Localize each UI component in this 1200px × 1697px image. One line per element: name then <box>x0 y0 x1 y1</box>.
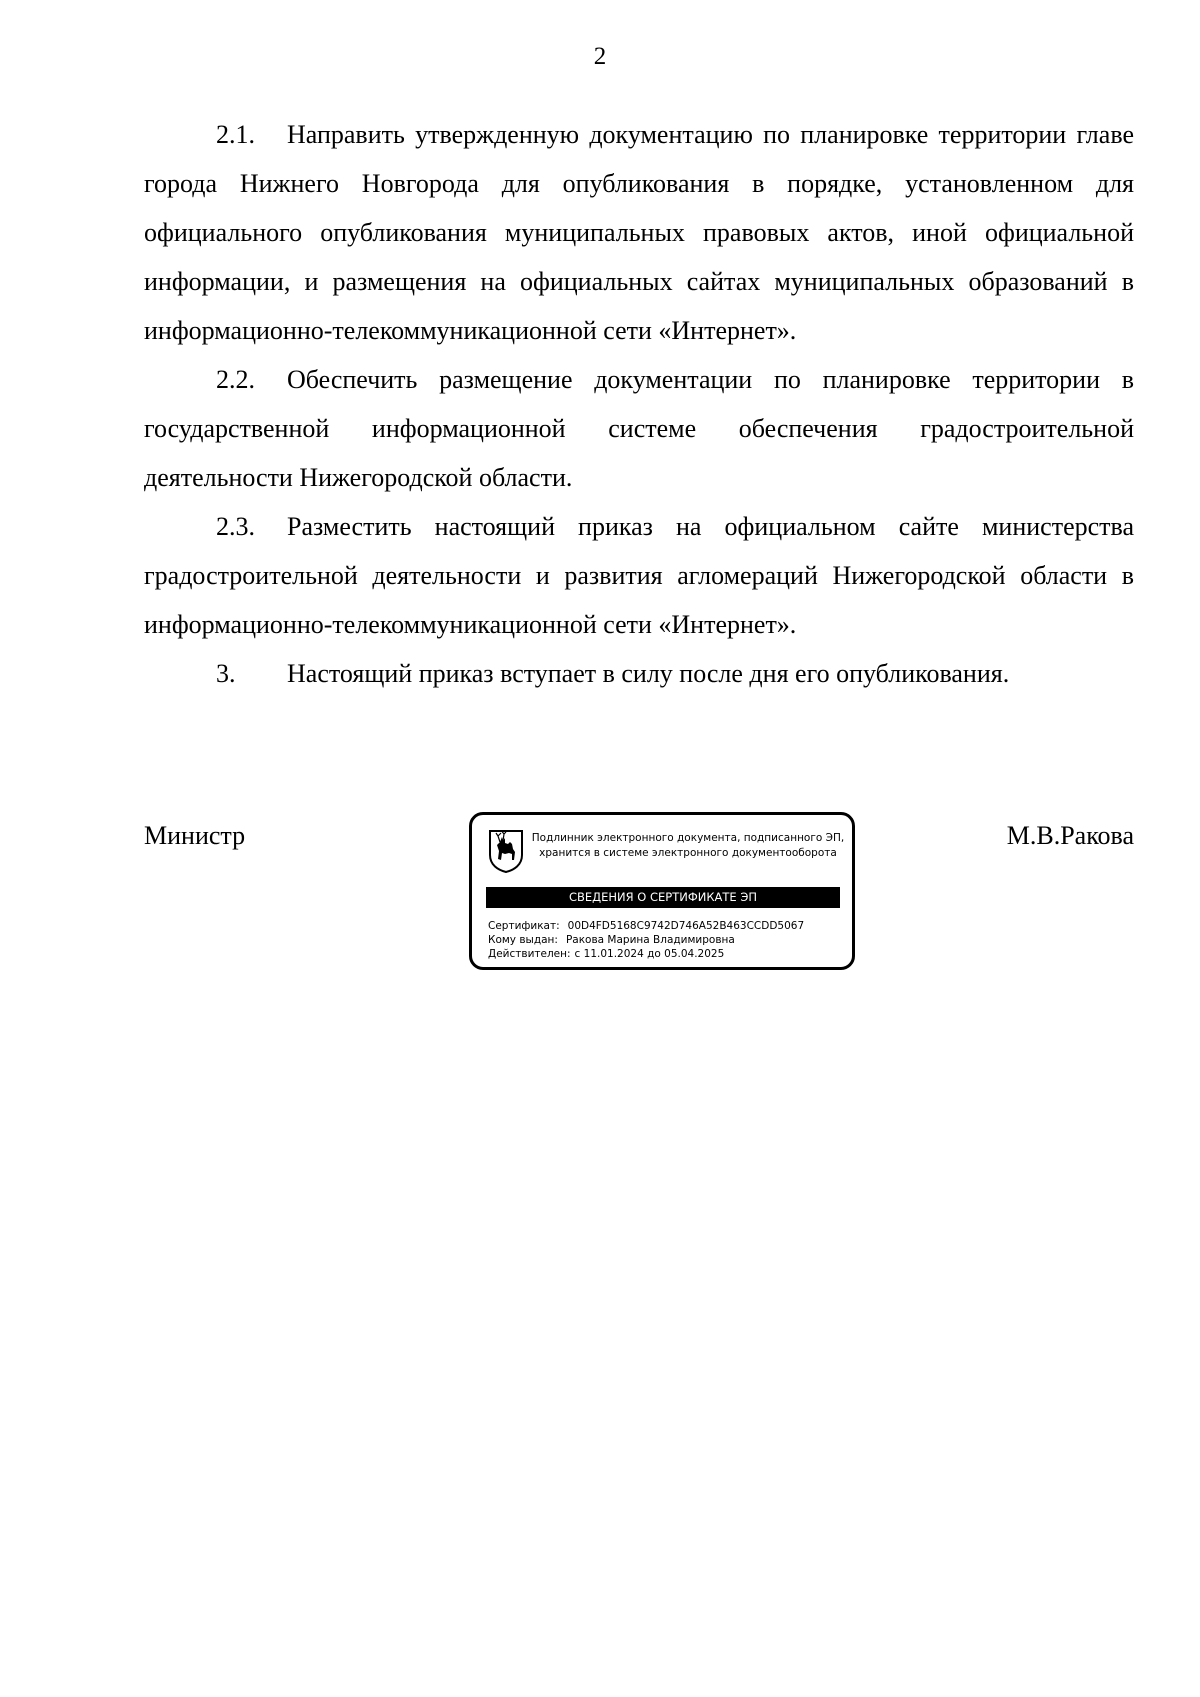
validity-label: Действителен: <box>488 948 571 960</box>
certificate-value: 00D4FD5168C9742D746A52B463CCDD5067 <box>567 920 805 932</box>
paragraph-number: 3. <box>216 659 236 688</box>
certificate-details <box>488 919 848 961</box>
deer-emblem-icon <box>488 829 524 873</box>
certificate-label: Сертификат: <box>488 920 560 932</box>
paragraph-3 <box>144 649 1134 698</box>
issued-to-row <box>488 933 848 947</box>
paragraph-number: 2.3. <box>216 512 255 541</box>
signatory-name: М.В.Ракова <box>1006 821 1134 850</box>
paragraph-text: Разместить настоящий приказ на официальном сайте министерства градостроительной деятельности и развития агломераций Нижегородской области в информационно-телекоммуникационной сети «Интернет». <box>144 512 1134 639</box>
validity-value: с 11.01.2024 до 05.04.2025 <box>574 948 725 960</box>
paragraph-number: 2.1. <box>216 120 255 149</box>
paragraph-2-1 <box>144 110 1134 355</box>
paragraph-2-2 <box>144 355 1134 502</box>
paragraph-text: Направить утвержденную документацию по планировке территории главе города Нижнего Новгорода для опубликования в порядке, установленном для официального опубликования муниципальных правовых актов, иной официальной информации, и размещения на официальных сайтах муниципальных образований в информационно-телекоммуникационной сети «Интернет». <box>144 120 1134 345</box>
validity-row <box>488 947 848 961</box>
issued-to-label: Кому выдан: <box>488 934 558 946</box>
certificate-info-title: СВЕДЕНИЯ О СЕРТИФИКАТЕ ЭП <box>486 887 840 908</box>
signatory-position: Министр <box>144 821 246 850</box>
page-number: 2 <box>593 43 607 70</box>
issued-to-value: Ракова Марина Владимировна <box>565 934 735 946</box>
certificate-row <box>488 919 848 933</box>
paragraph-text: Настоящий приказ вступает в силу после дня его опубликования. <box>287 659 1010 688</box>
paragraph-number: 2.2. <box>216 365 255 394</box>
paragraph-text: Обеспечить размещение документации по планировке территории в государственной информационной системе обеспечения градостроительной деятельности Нижегородской области. <box>144 365 1134 492</box>
electronic-signature-stamp <box>469 812 855 970</box>
stamp-header-line: Подлинник электронного документа, подписанного ЭП, <box>531 832 845 844</box>
stamp-header <box>528 831 848 861</box>
paragraph-2-3 <box>144 502 1134 649</box>
document-body <box>144 110 1134 698</box>
stamp-header-line: хранится в системе электронного документооборота <box>539 847 837 859</box>
